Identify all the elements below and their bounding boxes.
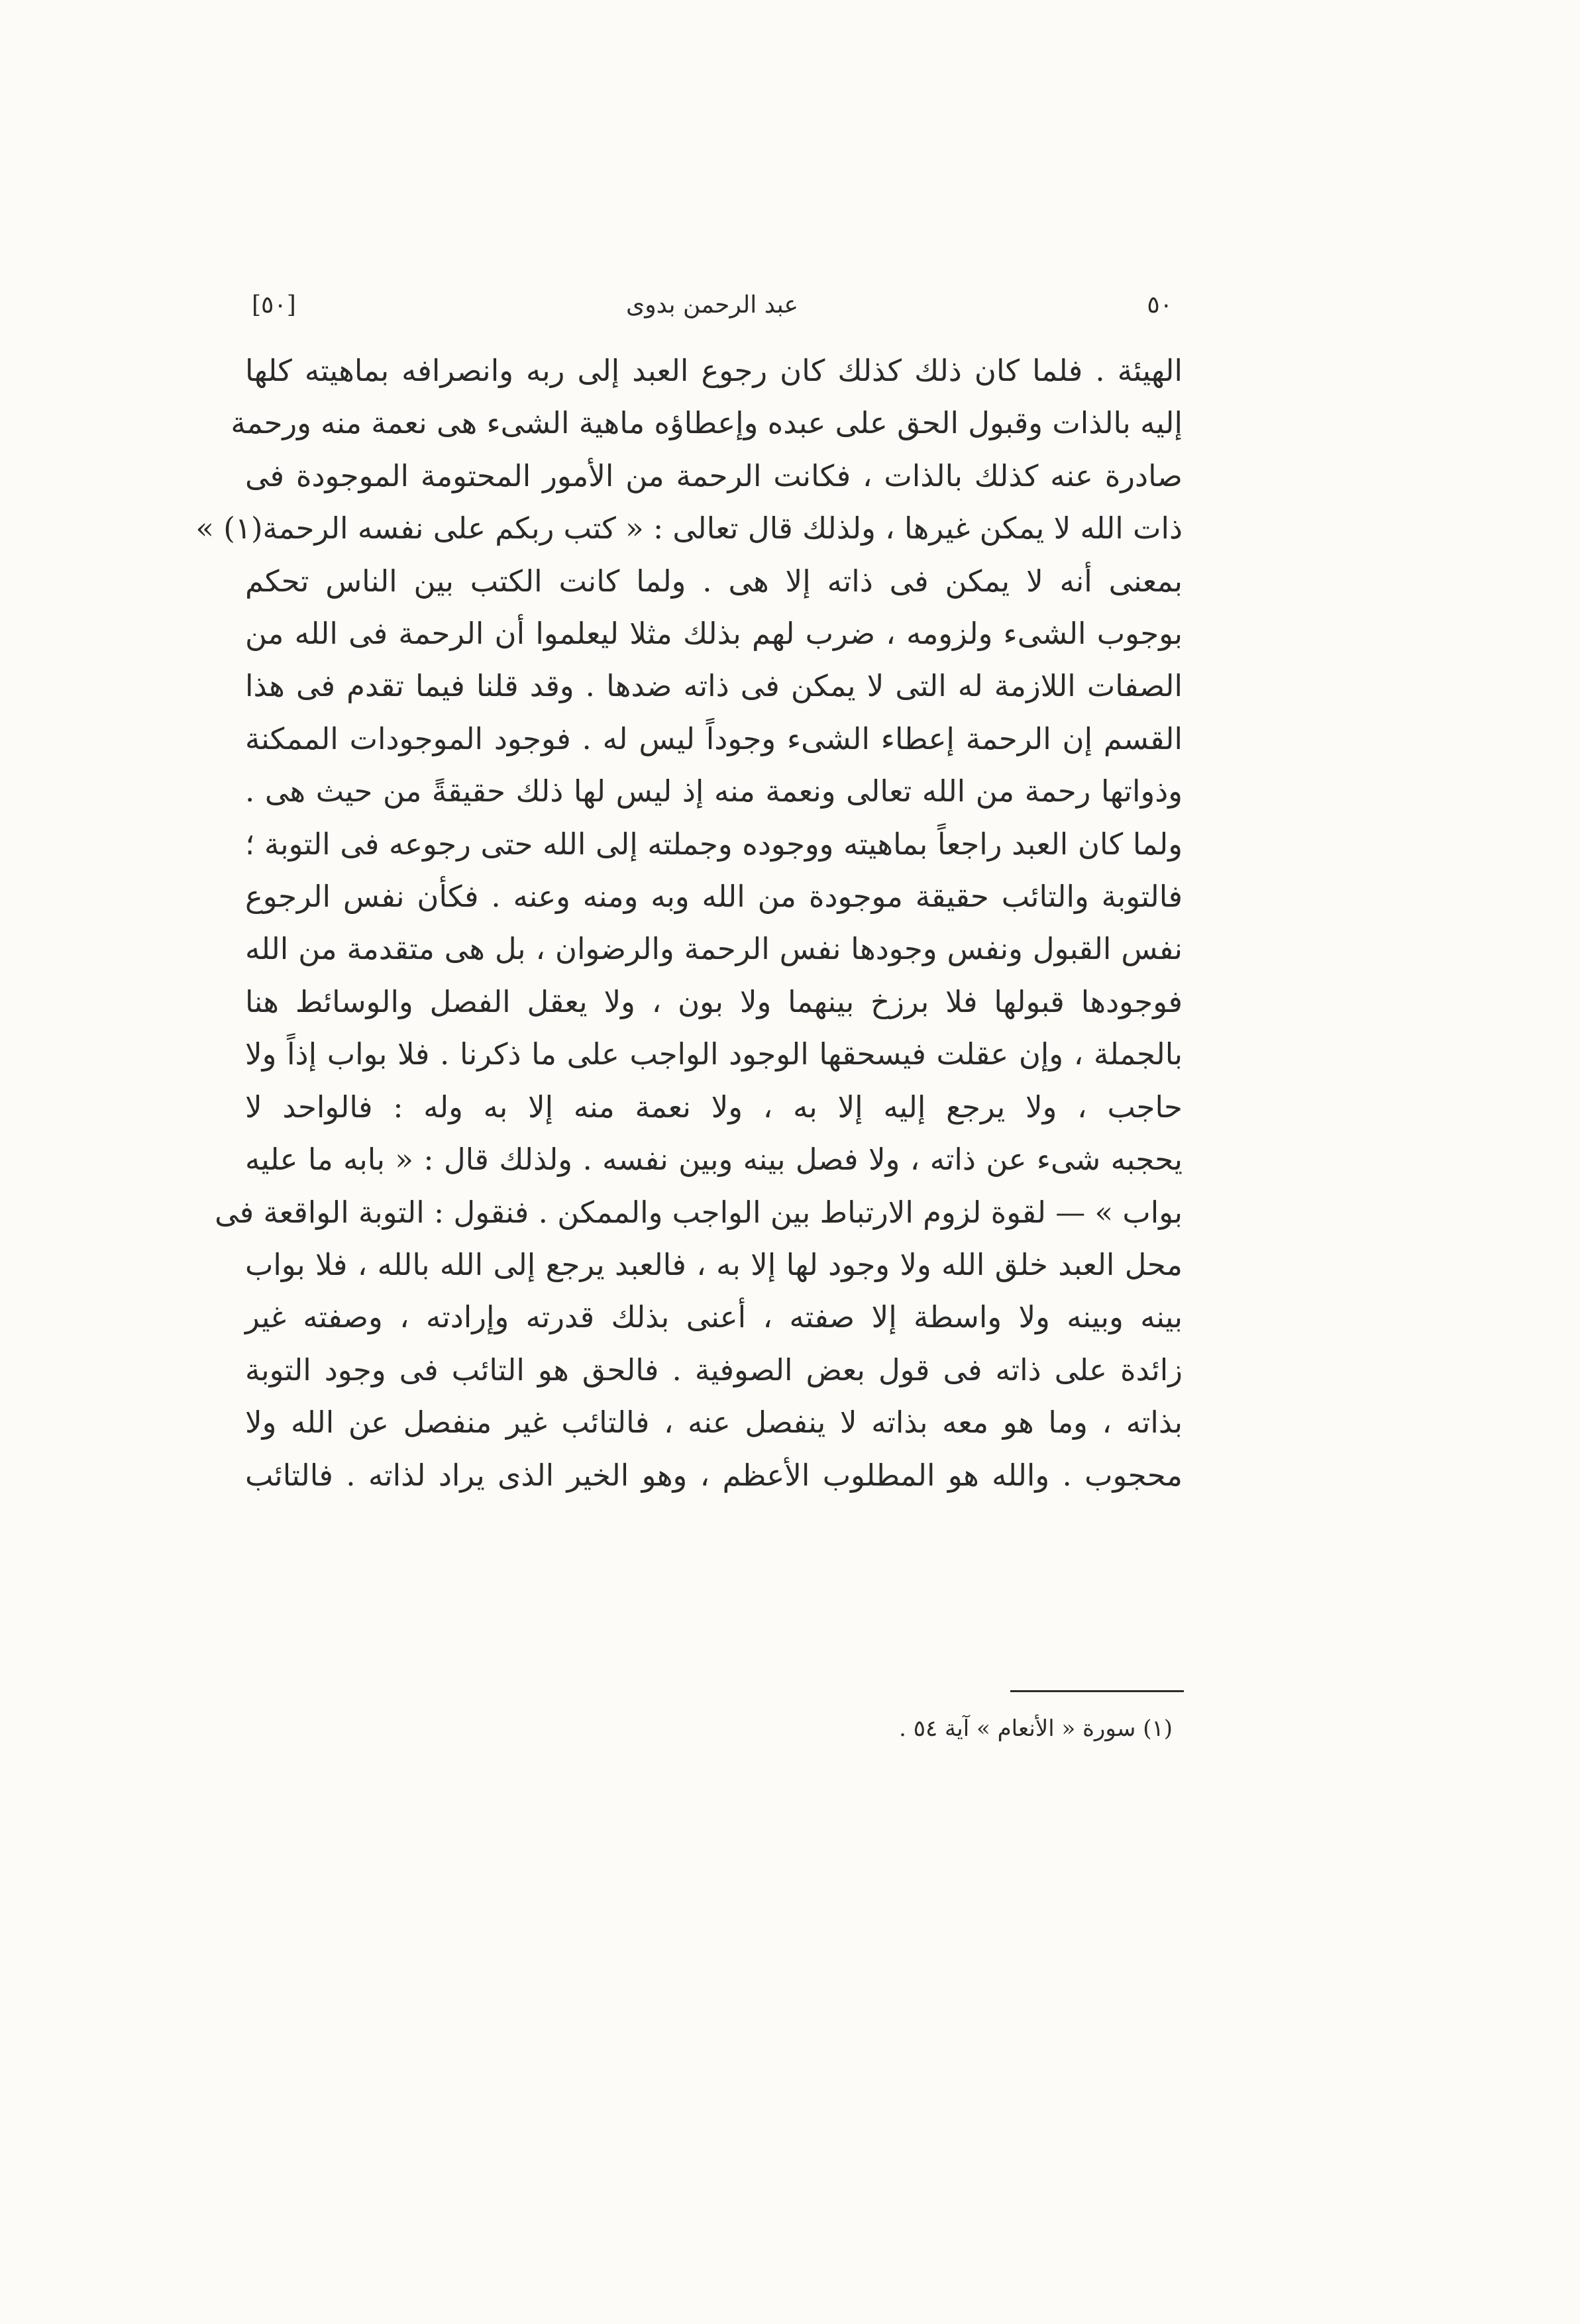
page-number: ٥٠ (1147, 291, 1173, 319)
text-line: محجوب . والله هو المطلوب الأعظم ، وهو الخير الذى يراد لذاته . فالتائب (245, 1457, 1183, 1493)
text-line: نفس القبول ونفس وجودها نفس الرحمة والرضوان ، بل هى متقدمة من الله (245, 931, 1183, 967)
text-line: يحجبه شىء عن ذاته ، ولا فصل بينه وبين نفسه . ولذلك قال : « بابه ما عليه (245, 1142, 1183, 1178)
footnote-divider (1010, 1690, 1184, 1692)
text-line: حاجب ، ولا يرجع إليه إلا به ، ولا نعمة منه إلا به وله : فالواحد لا (245, 1089, 1183, 1125)
text-line: إليه بالذات وقبول الحق على عبده وإعطاؤه ماهية الشىء هى نعمة منه ورحمة (231, 405, 1183, 441)
text-line: بذاته ، وما هو معه بذاته لا ينفصل عنه ، فالتائب غير منفصل عن الله ولا (245, 1405, 1183, 1440)
text-line: فالتوبة والتائب حقيقة موجودة من الله وبه ومنه وعنه . فكأن نفس الرجوع (245, 879, 1183, 915)
running-title-author: عبد الرحمن بدوى (626, 291, 798, 319)
text-line: بمعنى أنه لا يمكن فى ذاته إلا هى . ولما كانت الكتب بين الناس تحكم (245, 563, 1183, 599)
text-line: الصفات اللازمة له التى لا يمكن فى ذاته ضدها . وقد قلنا فيما تقدم فى هذا (245, 668, 1183, 704)
text-line: صادرة عنه كذلك بالذات ، فكانت الرحمة من الأمور المحتومة الموجودة فى (245, 458, 1183, 493)
original-page-marker: [٥٠] (252, 291, 296, 319)
text-line: ذات الله لا يمكن غيرها ، ولذلك قال تعالى : « كتب ربكم على نفسه الرحمة(١) » (195, 511, 1183, 546)
text-line: ولما كان العبد راجعاً بماهيته ووجوده وجملته إلى الله حتى رجوعه فى التوبة ؛ (245, 826, 1183, 862)
text-line: القسم إن الرحمة إعطاء الشىء وجوداً ليس له . فوجود الموجودات الممكنة (245, 721, 1183, 756)
text-line: بوجوب الشىء ولزومه ، ضرب لهم بذلك مثلا ليعلموا أن الرحمة فى الله من (245, 616, 1183, 652)
text-line: وذواتها رحمة من الله تعالى ونعمة منه إذ ليس لها ذلك حقيقةً من حيث هى . (245, 774, 1183, 809)
text-line: بالجملة ، وإن عقلت فيسحقها الوجود الواجب على ما ذكرنا . فلا بواب إذاً ولا (245, 1036, 1183, 1072)
text-line: الهيئة . فلما كان ذلك كذلك كان رجوع العبد إلى ربه وانصرافه بماهيته كلها (245, 353, 1183, 388)
footnote: (١) سورة « الأنعام » آية ٥٤ . (899, 1715, 1173, 1742)
text-line: زائدة على ذاته فى قول بعض الصوفية . فالحق هو التائب فى وجود التوبة (245, 1352, 1183, 1388)
text-line: فوجودها قبولها فلا برزخ بينهما ولا بون ، ولا يعقل الفصل والوسائط هنا (245, 984, 1183, 1019)
running-header (252, 285, 1173, 331)
text-line: محل العبد خلق الله ولا وجود لها إلا به ، فالعبد يرجع إلى الله بالله ، فلا بواب (245, 1246, 1183, 1282)
text-line: بينه وبينه ولا واسطة إلا صفته ، أعنى بذلك قدرته وإرادته ، وصفته غير (245, 1299, 1183, 1335)
text-line: بواب » — لقوة لزوم الارتباط بين الواجب والممكن . فنقول : التوبة الواقعة فى (215, 1194, 1183, 1230)
main-text (195, 344, 1183, 1501)
